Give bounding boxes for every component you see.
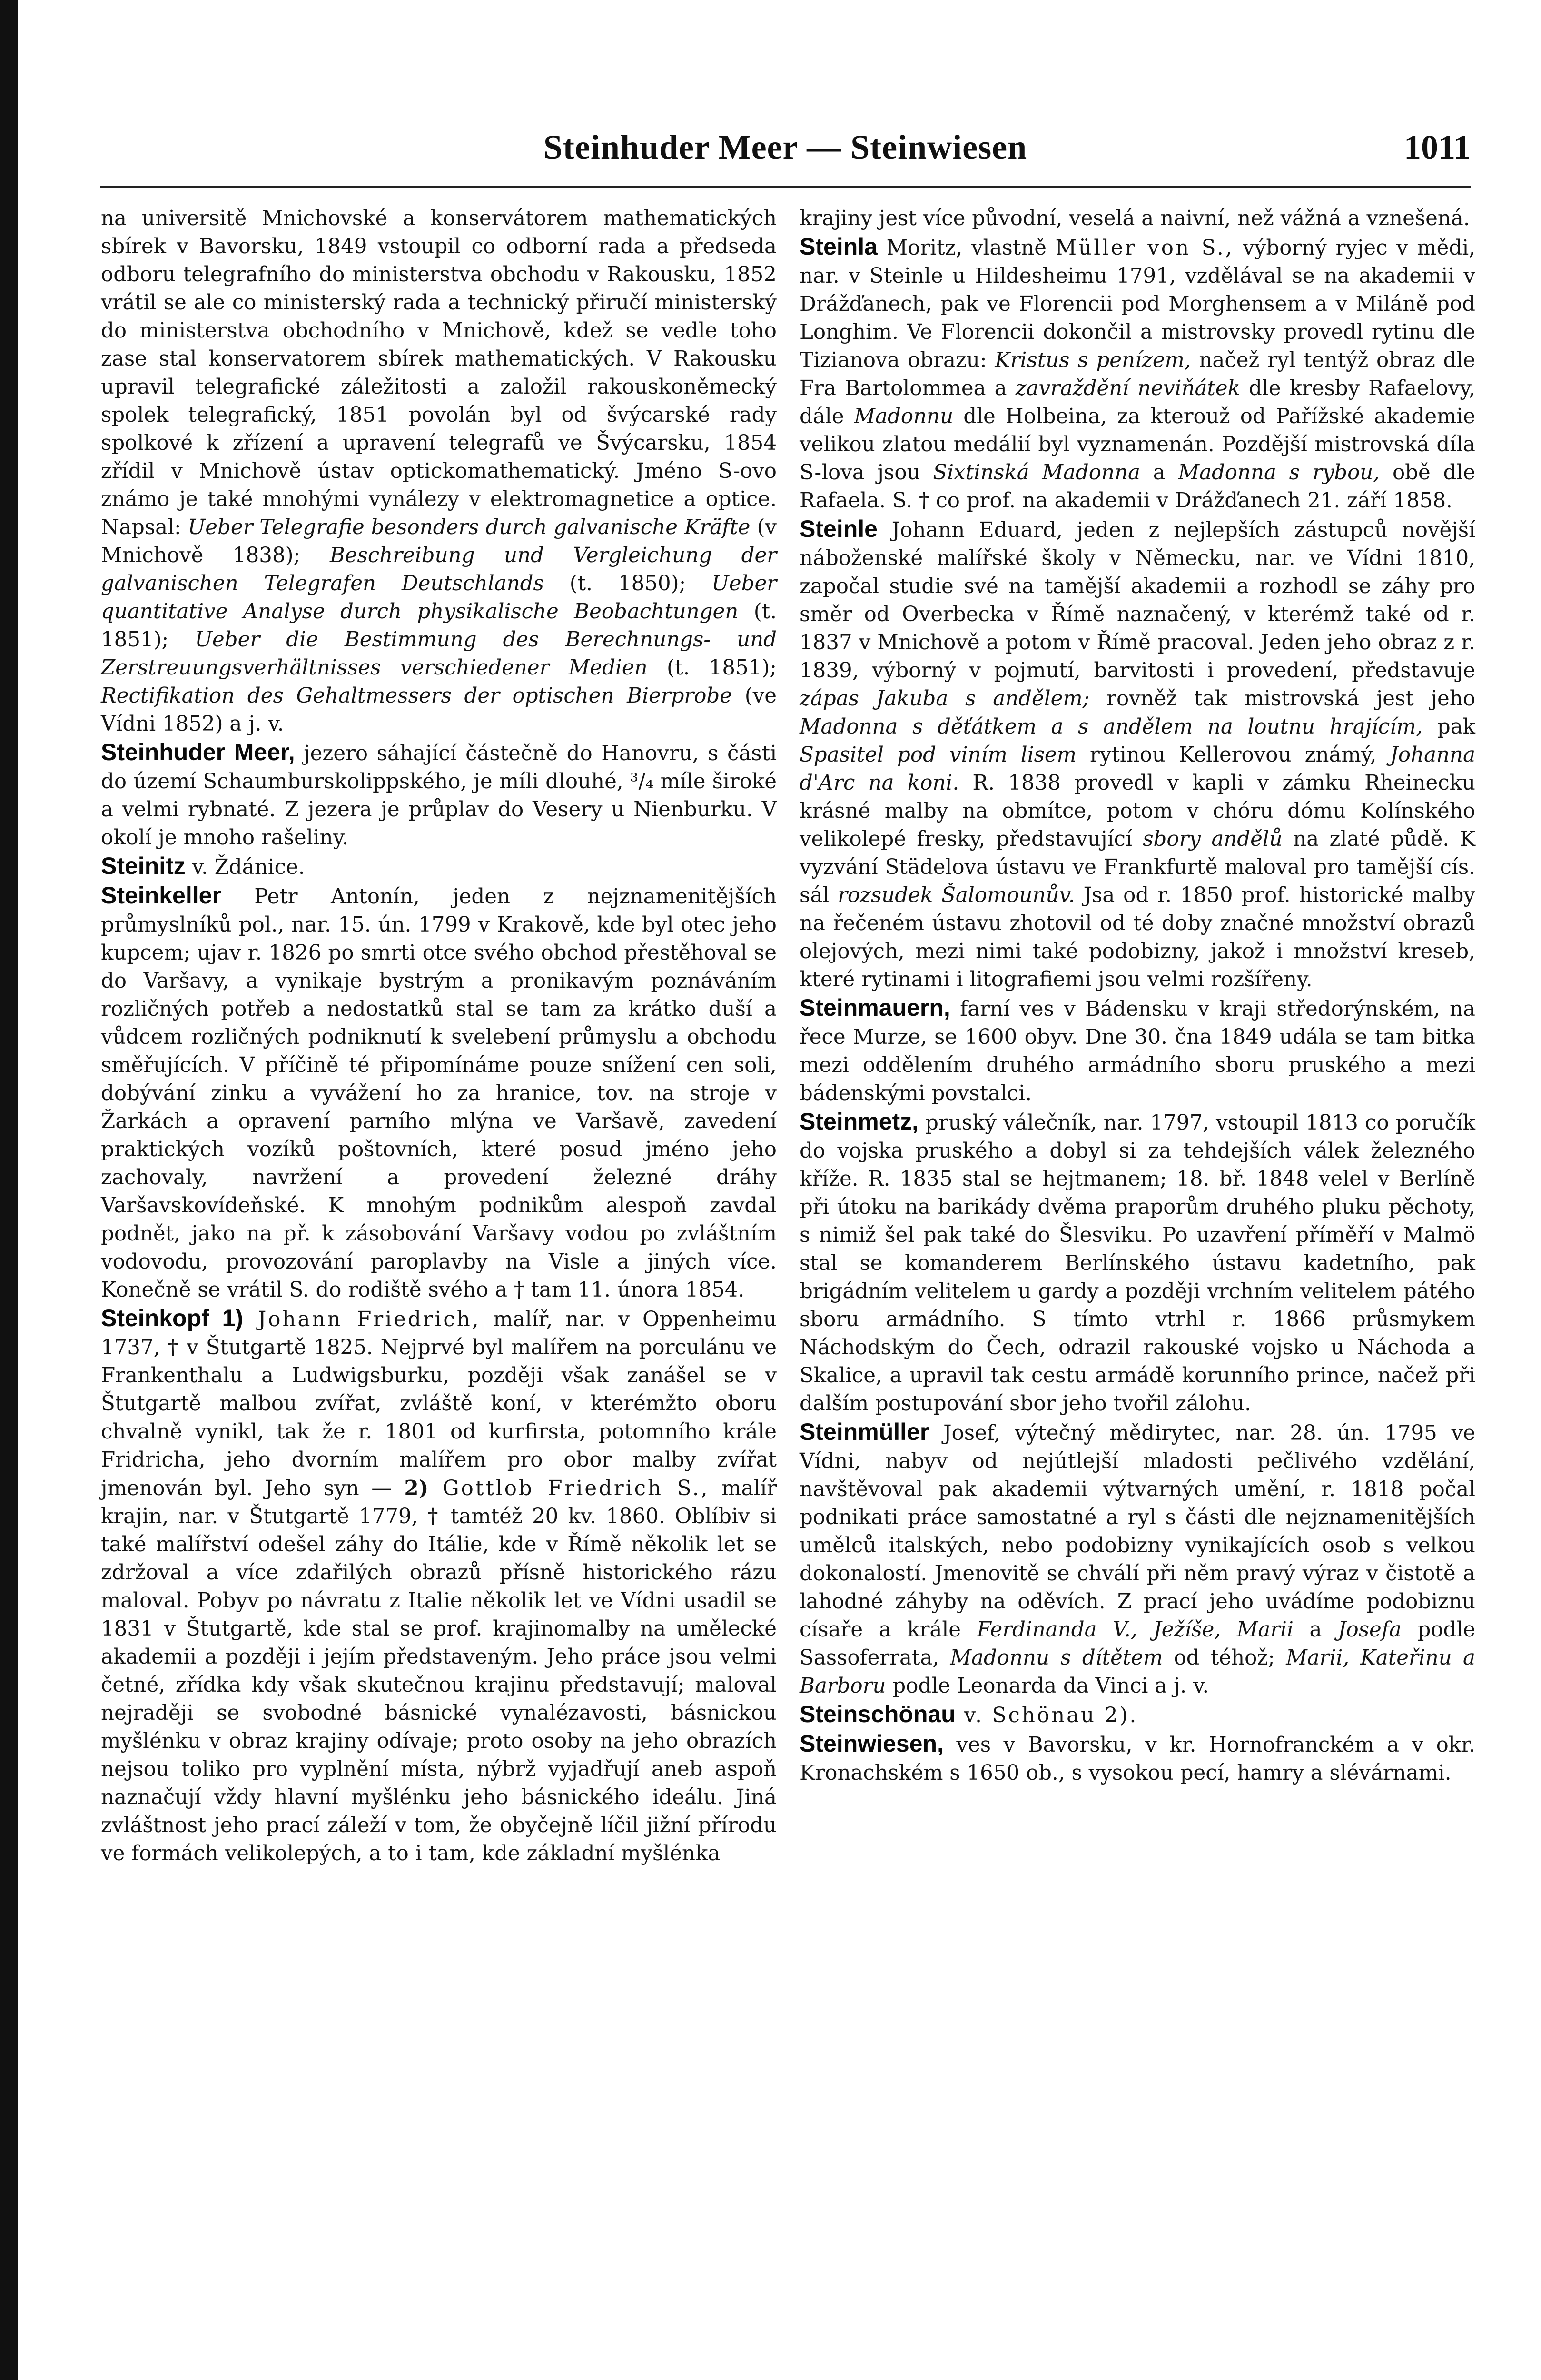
entry-continuation: krajiny jest více původní, veselá a naivní, než vážná a vznešená. <box>800 207 1470 230</box>
page-header <box>100 128 1471 180</box>
headword: Steinle <box>800 516 878 542</box>
headword: Steinkeller <box>101 882 221 909</box>
header-rule <box>100 186 1471 188</box>
headword: Steinkopf 1) <box>101 1305 244 1331</box>
headword: Steinitz <box>101 853 186 879</box>
entry-steinschonau: Steinschönau v. Schönau 2). <box>800 1701 1138 1727</box>
running-title: Steinhuder Meer — Steinwiesen <box>543 128 1027 166</box>
entry-steinkopf: Steinkopf 1) Johann Friedrich, malíř, nar. v Oppenheimu 1737, † v Štutgartě 1825. Nejprvé byl malířem na porculánu ve Frankenthalu a Ludwigsburku, později však zanášel se v Štutgartě malbou zvířat, zvláště koní, v kterémžto oboru chvalně vynikl, tak že r. 1801 od kurfirsta, potomního krále Fridricha, jeho dvorním malířem pro obor malby zvířat jmenován byl. Jeho syn — 2) Gottlob Friedrich S., malíř krajin, nar. v Štutgartě 1779, † tamtéž 20 kv. 1860. Oblíbiv si také malířství odešel záhy do Itálie, kde v Římě několik let se zdržoval a více zdařilých obrazů přísně historického rázu maloval. Pobyv po návratu z Italie několik let ve Vídni usadil se 1831 v Štutgartě, kde stal se prof. krajinomalby na umělecké akademii a později i jejím představeným. Jeho práce jsou velmi četné, zřídka kdy však skutečnou krajinu představují; maloval nejraději se svobodné básnické vynalézavosti, básnickou myšlénku v obraz krajiny odívaje; proto osoby na jeho obrazích nejsou toliko pro vyplnění místa, nýbrž vyjadřují aneb aspoň naznačují vždy hlavní myšlénku jeho básnického ideálu. Jiná zvláštnost jeho prací záleží v tom, že obyčejně líčil jižní přírodu ve formách velikolepých, a to i tam, kde základní myšlénka <box>101 1305 777 1865</box>
page-number: 1011 <box>1403 128 1471 166</box>
entry-steinwiesen: Steinwiesen, ves v Bavorsku, v kr. Hornofranckém a v okr. Kronachském s 1650 ob., s vysokou pecí, hamry a slévárnami. <box>800 1730 1475 1785</box>
entry-steinitz: Steinitz v. Ždánice. <box>101 853 305 879</box>
headword: Steinschönau <box>800 1701 956 1727</box>
right-column <box>800 205 1475 2309</box>
entry-steinmetz: Steinmetz, pruský válečník, nar. 1797, vstoupil 1813 co poručík do vojska pruského a dobyl si za tehdejších válek železného kříže. R. 1835 stal se hejtmanem; 18. bř. 1848 velel v Berlíně při útoku na barikády dvěma praporům druhého pluku pěchoty, s nimiž šel pak také do Šlesviku. Po uzavření příměří v Malmö stal se komanderem Berlínského ústavu kadetního, pak brigádním velitelem u gardy a později vrchním velitelem pátého sboru armádního. S tímto vtrhl r. 1866 průsmykem Náchodským do Čech, odrazil rakouské vojsko u Náchoda a Skalice, a upravil tak cestu armádě korunního prince, načež při dalším postupování sbor jeho tvořil zálohu. <box>800 1108 1475 1416</box>
headword: Steinla <box>800 233 878 260</box>
headword: Steinmetz, <box>800 1108 919 1135</box>
entry-steinhuder-meer: Steinhuder Meer, jezero sáhající částečně do Hanovru, s části do území Schaumburskolippského, je míli dlouhé, ³/₄ míle široké a velmi rybnaté. Z jezera je průplav do Vesery u Nienburku. V okolí je mnoho rašeliny. <box>101 739 777 850</box>
headword: Steinwiesen, <box>800 1730 944 1757</box>
headword: Steinmauern, <box>800 994 950 1021</box>
scan-edge <box>0 0 18 2380</box>
entry-steinmuller: Steinmüller Josef, výtečný mědirytec, nar. 28. ún. 1795 ve Vídni, nabyv od nejútlejší mladosti pečlivého vzdělání, navštěvoval pak akademii výtvarných umění, r. 1818 počal podnikati práce samostatné a ryl s části dle nejznamenitějších umělců italských, nebo podobizny vynikajících osob s velkou dokonalostí. Jmenovitě se chválí při něm pravý výraz v čistotě a lahodné záhyby na oděvích. Z prací jeho uvádíme podobiznu císaře a krále Ferdinanda V., Ježíše, Marii a Josefa podle Sassoferrata, Madonnu s dítětem od téhož; Marii, Kateřinu a Barboru podle Leonarda da Vinci a j. v. <box>800 1418 1475 1698</box>
entry-continuation: na universitě Mnichovské a konservátorem mathematických sbírek v Bavorsku, 1849 vstoupil co odborní rada a předseda odboru telegrafního do ministerstva obchodu v Rakousku, 1852 vrátil se ale co ministerský rada a technický přiručí ministerský do ministerstva obchodního v Mnichově, kdež se vedle toho zase stal konservatorem sbírek mathematických. V Rakousku upravil telegrafické záležitosti a založil rakouskoněmecký spolek telegrafický, 1851 povolán byl od švýcarské rady spolkové k zřízení a upravení telegrafů ve Švýcarsku, 1854 zřídil v Mnichově ústav optickomathematický. Jméno S-ovo známo je také mnohými vynálezy v elektromagnetice a optice. Napsal: Ueber Telegrafie besonders durch galvanische Kräfte (v Mnichově 1838); Beschreibung und Vergleichung der galvanischen Telegrafen Deutschlands (t. 1850); Ueber quantitative Analyse durch physikalische Beobachtungen (t. 1851); Ueber die Bestimmung des Berechnungs- und Zerstreuungsverhältnisses verschiedener Medien (t. 1851); Rectifikation des Gehaltmessers der optischen Bierprobe (ve Vídni 1852) a j. v. <box>101 207 777 736</box>
entry-steinmauern: Steinmauern, farní ves v Bádensku v kraji středorýnském, na řece Murze, se 1600 obyv. Dne 30. čna 1849 udála se tam bitka mezi oddělením druhého armádního sboru pruského a mezi bádenskými povstalci. <box>800 994 1475 1105</box>
entry-steinle: Steinle Johann Eduard, jeden z nejlepších zástupců novější náboženské malířské školy v Německu, nar. ve Vídni 1810, započal studie své na tamější akademii a rozhodl se záhy pro směr od Overbecka v Římě naznačený, v kterémž také od r. 1837 v Mnichově a potom v Římě pracoval. Jeden jeho obraz z r. 1839, výborný v pojmutí, barvitosti i provedení, představuje zápas Jakuba s andělem; rovněž tak mistrovská jest jeho Madonna s děťátkem a s andělem na loutnu hrajícím, pak Spasitel pod viním lisem rytinou Kellerovou známý, Johanna d'Arc na koni. R. 1838 provedl v kapli v zámku Rheinecku krásné malby na obmítce, potom v chóru dómu Kolínského velikolepé fresky, představující sbory andělů na zlaté půdě. K vyzvání Städelova ústavu ve Frankfurtě maloval pro tamější cís. sál rozsudek Šalomounův. Jsa od r. 1850 prof. historické malby na řečeném ústavu zhotovil od té doby značné množství obrazů olejových, mezi nimi také podobizny, jakož i množství kreseb, které rytinami i litografiemi jsou velmi rozšířeny. <box>800 516 1476 992</box>
headword: Steinmüller <box>800 1418 929 1445</box>
left-column <box>101 205 777 2309</box>
entry-steinkeller: Steinkeller Petr Antonín, jeden z nejznamenitějších průmyslníků pol., nar. 15. ún. 1799 v Krakově, kde byl otec jeho kupcem; ujav r. 1826 po smrti otce svého obchod přestěhoval se do Varšavy, a vynikaje bystrým a pronikavým poznáváním rozličných potřeb a nedostatků stal se tam za krátko duší a vůdcem rozličných podniknutí k svelebení průmyslu a obchodu směřujících. V příčině té připomínáme pouze snížení cen soli, dobývání zinku a vyvážení ho za hranice, tov. na stroje v Žarkách a opravení parního mlýna ve Varšavě, zavedení praktických vozíků poštovních, které posud jméno jeho zachovaly, navržení a provedení železné dráhy Varšavskovídeňské. K mnohým podnikům alespoň zavdal podnět, jako na př. k zásobování Varšavy vodou po zvláštním vodovodu, provozování paroplavby na Visle a jiných více. Konečně se vrátil S. do rodiště svého a † tam 11. února 1854. <box>101 882 777 1302</box>
headword: Steinhuder Meer, <box>101 739 295 765</box>
entry-steinla: Steinla Moritz, vlastně Müller von S., výborný ryjec v mědi, nar. v Steinle u Hildesheimu 1791, vzdělával se na akademii v Drážďanech, pak ve Florencii pod Morghensem a v Miláně pod Longhim. Ve Florencii dokončil a mistrovsky provedl rytinu dle Tizianova obrazu: Kristus s penízem, načež ryl tentýž obraz dle Fra Bartolommea a zavraždění neviňátek dle kresby Rafaelovy, dále Madonnu dle Holbeina, za kterouž od Pařížské akademie velikou zlatou medálií byl vyznamenán. Pozdější mistrovská díla S-lova jsou Sixtinská Madonna a Madonna s rybou, obě dle Rafaela. S. † co prof. na akademii v Drážďanech 21. září 1858. <box>800 233 1476 513</box>
